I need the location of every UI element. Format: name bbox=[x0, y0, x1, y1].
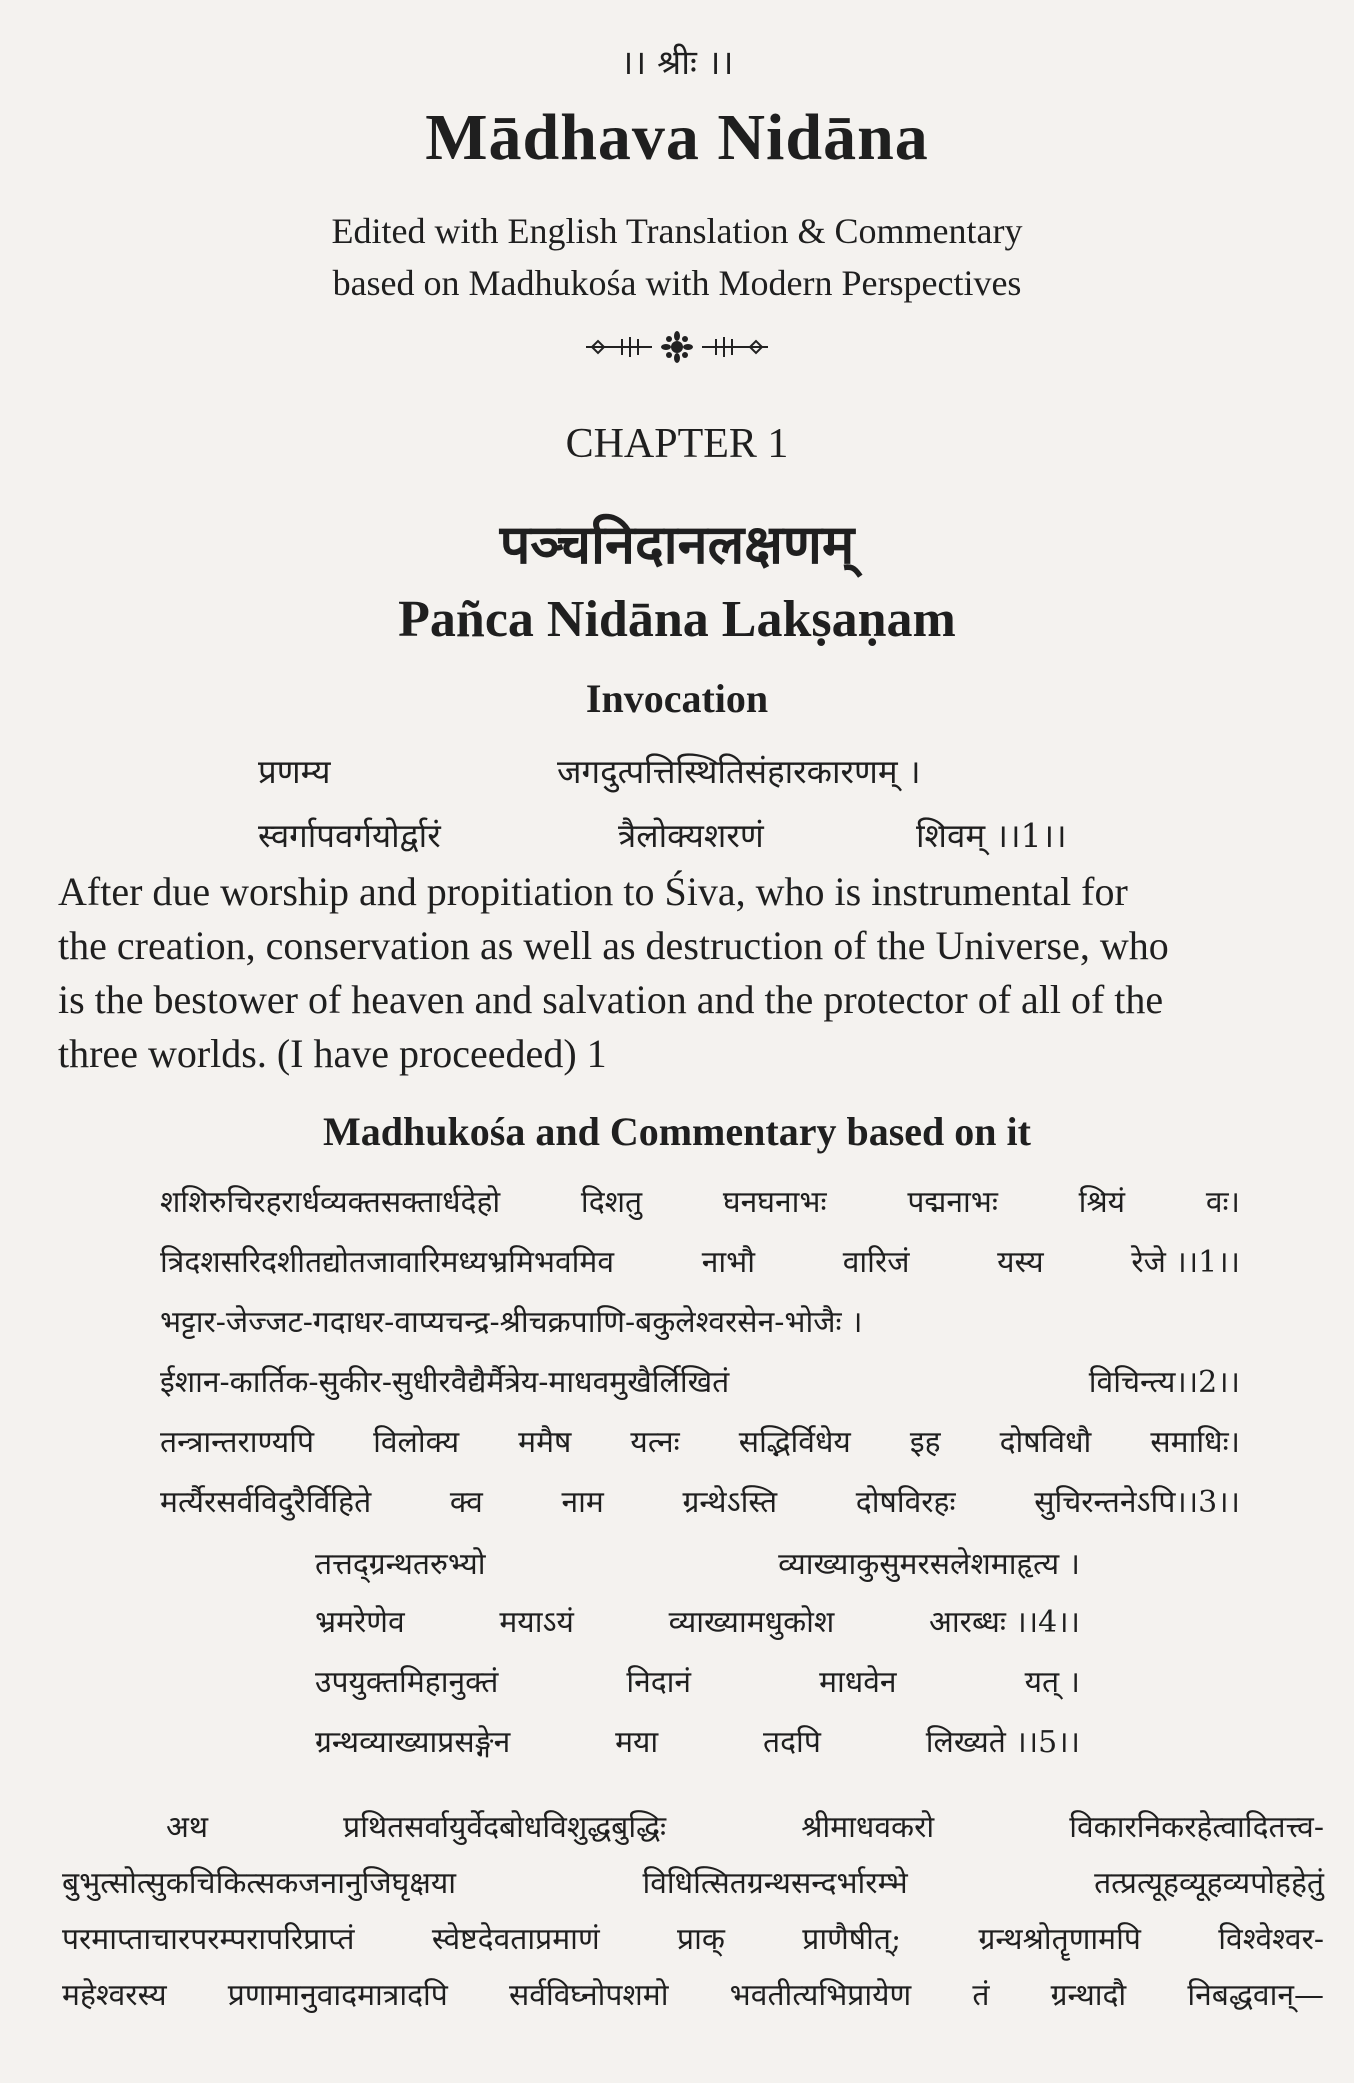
verse-word: विचिन्त्य।।2।। bbox=[1088, 1365, 1240, 1400]
verse-word: माधवेन bbox=[819, 1665, 897, 1700]
book-title: Mādhava Nidāna bbox=[425, 101, 929, 174]
verse-word: दोषविधौ bbox=[999, 1425, 1092, 1460]
verse-word: समाधिः। bbox=[1150, 1425, 1240, 1460]
translation-paragraph bbox=[58, 865, 1318, 1081]
prose-line: बुभुत्सोत्सुकचिकित्सकजनानुजिघृक्षया विधित्सितग्रन्थसन्दर्भारम्भे तत्प्रत्यूहव्यूहव्यपोहहेतुं bbox=[62, 1866, 1324, 1901]
verse-word: शशिरुचिरहरार्धव्यक्तसक्तार्धदेहो bbox=[160, 1185, 501, 1220]
book-subtitle bbox=[0, 205, 1354, 309]
verse-word: इह bbox=[909, 1425, 941, 1460]
verse-word: आरब्धः ।।4।। bbox=[929, 1605, 1080, 1640]
prose-line: अथ प्रथितसर्वायुर्वेदबोधविशुद्धबुद्धिः श्रीमाधवकरो विकारनिकरहेत्वादितत्त्व- bbox=[166, 1810, 1324, 1845]
verse-word: वः। bbox=[1205, 1185, 1240, 1220]
sanskrit-chapter-title: पञ्चनिदानलक्षणम् bbox=[499, 512, 855, 576]
subtitle-line: based on Madhukośa with Modern Perspectives bbox=[332, 263, 1022, 303]
verse-word: ग्रन्थेऽस्ति bbox=[682, 1485, 778, 1520]
commentary-heading: Madhukośa and Commentary based on it bbox=[323, 1109, 1031, 1154]
verse-word: विलोक्य bbox=[373, 1425, 460, 1460]
verse-word: त्रैलोक्यशरणं bbox=[618, 816, 764, 855]
verse-word: मयाऽयं bbox=[499, 1605, 574, 1640]
verse-word: रेजे ।।1।। bbox=[1131, 1245, 1240, 1280]
verse-word: व्याख्यामधुकोश bbox=[668, 1605, 835, 1640]
verse-word: यस्य bbox=[997, 1245, 1044, 1280]
commentary-verse-line bbox=[160, 1420, 1240, 1461]
verse-word: दिशतु bbox=[580, 1185, 643, 1220]
english-chapter-title: Pañca Nidāna Lakṣaṇam bbox=[398, 591, 956, 648]
verse-word: व्याख्याकुसुमरसलेशमाहृत्य । bbox=[778, 1547, 1080, 1582]
verse-word: शिवम् ।।1।। bbox=[916, 816, 1067, 855]
verse-word: पद्मनाभः bbox=[907, 1185, 998, 1220]
flourish-icon bbox=[582, 330, 772, 364]
commentary-verse-line bbox=[160, 1480, 1240, 1521]
commentary-verse-line bbox=[160, 1300, 1240, 1341]
verse-word: श्रियं bbox=[1078, 1185, 1126, 1220]
commentary-verse-line bbox=[315, 1660, 1080, 1701]
verse-word: क्व bbox=[449, 1485, 483, 1520]
verse-word: ग्रन्थव्याख्याप्रसङ्गेन bbox=[315, 1725, 511, 1760]
verse-word: त्रिदशसरिदशीतद्योतजावारिमध्यभ्रमिभवमिव bbox=[160, 1245, 615, 1280]
verse-word: प्रणम्य bbox=[258, 752, 331, 791]
translation-line: three worlds. (I have proceeded) 1 bbox=[58, 1031, 607, 1076]
verse-word: नाम bbox=[561, 1485, 604, 1520]
verse-word: नाभौ bbox=[701, 1245, 756, 1280]
verse-word: लिख्यते ।।5।। bbox=[925, 1725, 1080, 1760]
chapter-heading: CHAPTER 1 bbox=[565, 421, 789, 467]
verse-word: दोषविरहः bbox=[855, 1485, 956, 1520]
commentary-verse-line bbox=[315, 1720, 1080, 1761]
prose-line: परमाप्ताचारपरम्परापरिप्राप्तं स्वेष्टदेवताप्रमाणं प्राक् प्राणैषीत्; ग्रन्थश्रोतॄणामपि विश्वेश्वर- bbox=[62, 1922, 1324, 1957]
shri-invocation: ।। श्रीः ।। bbox=[620, 43, 734, 83]
verse-word: भ्रमरेणेव bbox=[315, 1605, 405, 1640]
verse-word: स्वर्गापवर्गयोर्द्वारं bbox=[258, 816, 441, 855]
verse-word: निदानं bbox=[626, 1665, 692, 1700]
verse-word: तत्तद्ग्रन्थतरुभ्यो bbox=[315, 1547, 486, 1582]
translation-line: After due worship and propitiation to Śiva, who is instrumental for bbox=[58, 869, 1128, 914]
verse-word: जगदुत्पत्तिस्थितिसंहारकारणम् । bbox=[557, 752, 921, 791]
verse-word: यत्नः bbox=[630, 1425, 680, 1460]
verse-word: वारिजं bbox=[842, 1245, 910, 1280]
commentary-verse-line bbox=[160, 1180, 1240, 1221]
commentary-verse-line bbox=[315, 1600, 1080, 1641]
subtitle-line: Edited with English Translation & Commentary bbox=[331, 211, 1023, 251]
commentary-prose bbox=[62, 1800, 1324, 2024]
verse-word: ईशान-कार्तिक-सुकीर-सुधीरवैद्यैर्मैत्रेय-माधवमुखैर्लिखितं bbox=[160, 1365, 730, 1400]
verse-word: सुचिरन्तनेऽपि।।3।। bbox=[1034, 1485, 1240, 1520]
section-heading: Invocation bbox=[585, 676, 769, 721]
commentary-verse-line bbox=[160, 1240, 1240, 1281]
commentary-verse-line bbox=[315, 1542, 1080, 1583]
verse-word: सद्भिर्विधेय bbox=[738, 1425, 851, 1460]
prose-line: महेश्वरस्य प्रणामानुवादमात्रादपि सर्वविघ्नोपशमो भवतीत्यभिप्रायेण तं ग्रन्थादौ निबद्धवान्— bbox=[62, 1978, 1324, 2013]
verse-word: मया bbox=[615, 1725, 659, 1760]
ornament-divider bbox=[0, 330, 1354, 364]
verse-word: तदपि bbox=[763, 1725, 821, 1760]
verse-word: उपयुक्तमिहानुक्तं bbox=[315, 1665, 499, 1700]
verse-word: ममैष bbox=[518, 1425, 572, 1460]
commentary-verse-line bbox=[160, 1360, 1240, 1401]
verse-word: भट्टार-जेज्जट-गदाधर-वाप्यचन्द्र-श्रीचक्रपाणि-बकुलेश्वरसेन-भोजैः । bbox=[160, 1305, 863, 1340]
verse-word: यत् । bbox=[1024, 1665, 1080, 1700]
verse-word: मर्त्यैरसर्वविदुरैर्विहिते bbox=[160, 1485, 372, 1520]
verse-word: तन्त्रान्तराण्यपि bbox=[160, 1425, 315, 1460]
translation-line: the creation, conservation as well as destruction of the Universe, who bbox=[58, 923, 1169, 968]
translation-line: is the bestower of heaven and salvation and the protector of all of the bbox=[58, 977, 1164, 1022]
verse-word: घनघनाभः bbox=[722, 1185, 827, 1220]
